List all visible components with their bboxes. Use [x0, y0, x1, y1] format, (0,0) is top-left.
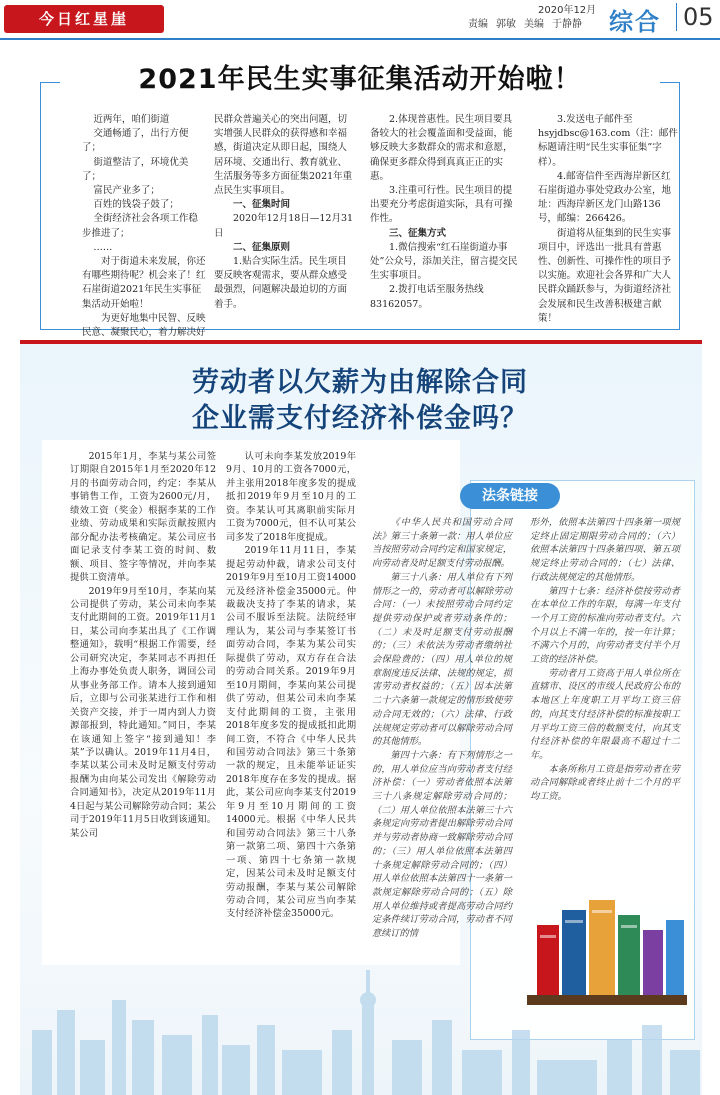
paragraph: 2.体现普惠性。民生项目要具备较大的社会覆盖面和受益面，能够反映大多数群众的需求和意愿，确保更多群众得到真真正正的实惠。 [370, 114, 513, 182]
paragraph: 全街经济社会各项工作稳步推进了； [82, 213, 198, 239]
paragraph: 1.贴合实际生活。民生项目要反映客观需求，要从群众感受最强烈，问题解决最迫切的方面着手。 [214, 256, 348, 310]
article1-column-1 [82, 113, 206, 354]
paragraph: 百姓的钱袋子鼓了； [93, 199, 179, 211]
editor-name: 郭敏 [496, 19, 516, 30]
paragraph: 交通畅通了，出行方便了； [82, 128, 189, 154]
paragraph: 民群众普遍关心的突出问题，切实增强人民群众的获得感和幸福感，街道决定从即日起，围绕人居环境、交通出行、教育就业、生活服务等多方面征集2021年重点民生实事项目。 [214, 114, 353, 197]
paragraph: 为更好地集中民智、反映民意、凝聚民心，着力解决好 [82, 312, 206, 339]
paragraph: 第三十八条：用人单位有下列情形之一的，劳动者可以解除劳动合同：（一）未按照劳动合同约定提供劳动保护或者劳动条件的；（二）未及时足额支付劳动报酬的；（三）未依法为劳动者缴纳社会保险费的；（四）用人单位的规章制度违反法律、法规的规定，损害劳动者权益的；（五）因本法第二十六条第一款规定的情形致使劳动合同无效的；（六）法律、行政法规规定劳动者可以解除劳动合同的其他情形。 [372, 571, 512, 748]
law-column-1 [372, 516, 512, 941]
article2-column-2 [226, 450, 356, 921]
article1-column-4 [538, 113, 678, 326]
article1-column-3 [370, 113, 520, 312]
paragraph: 2019年11月11日，李某提起劳动仲裁，请求公司支付2019年9月至10月工资14000元及经济补偿金35000元。仲裁裁决支持了李某的请求，某公司不服诉至法院。法院经审理认为，某公司与李某签订书面劳动合同，李某为某公司实际提供了劳动，双方存在合法的劳动合同关系。2019年9月至10月期间，李某向某公司提供了劳动，但某公司未向李某支付此期间的工资，主张用2018年度多发的提成抵扣此期间工资，不符合《中华人民共和国劳动合同法》第三十条第一款的规定，且未能举证证实2018年度存在多发的提成。据此，某公司应向李某支付2019年9月至10月期间的工资14000元。根据《中华人民共和国劳动合同法》第三十八条第一款第二项、第四十六条第一项、第四十七条第一款规定，因某公司未及时足额支付劳动报酬，李某与某公司解除劳动合同，某公司应当向李某支付经济补偿金35000元。 [226, 545, 356, 920]
paragraph: 第四十六条：有下列情形之一的，用人单位应当向劳动者支付经济补偿：（一）劳动者依照本法第三十八条规定解除劳动合同的；（二）用人单位依照本法第三十六条规定向劳动者提出解除劳动合同并与劳动者协商一致解除劳动合同的；（三）用人单位依照本法第四十条规定解除劳动合同的；（四）用人单位依照本法第四十一条第一款规定解除劳动合同的；（五）除用人单位维持或者提高劳动合同约定条件续订劳动合同，劳动者不同意续订的情 [372, 749, 512, 940]
paragraph: 劳动者月工资高于用人单位所在直辖市、设区的市级人民政府公布的本地区上年度职工月平均工资三倍的，向其支付经济补偿的标准按职工月平均工资三倍的数额支付，向其支付经济补偿的年限最高不超过十二年。 [530, 667, 680, 761]
paragraph: …… [93, 241, 113, 253]
paragraph: 对于街道未来发展，你还有哪些期待呢？机会来了！红石崖街道2021年民生实事征集活动开始啦！ [82, 256, 206, 310]
law-link-tag: 法条链接 [460, 483, 560, 509]
paragraph: 本条所称月工资是指劳动者在劳动合同解除或者终止前十二个月的平均工资。 [530, 763, 680, 803]
paragraph: 2019年9月至10月，李某向某公司提供了劳动，某公司未向李某支付此期间的工资。2019年11月1日，某公司向李某出具了《工作调整通知》，载明“根据工作需要，经公司研究决定，李某同志不再担任上海办事处负责人职务，调回公司从事业务部工作。请本人接到通知后，立即与公司张某进行工作和相关资产交接，并于一周内到人力资源部报到，特此通知。”同日，李某在该通知上签字“接到通知！李某”予以确认。2019年11月4日，李某以某公司未及时足额支付劳动报酬为由向某公司发出《解除劳动合同通知书》，决定从2019年11月4日起与某公司解除劳动合同；某公司于2019年11月5日收到该通知。某公司 [70, 585, 216, 839]
paragraph: 街道将从征集到的民生实事项目中，评选出一批具有普惠性、创新性、可操作性的项目予以实施。欢迎社会各界和广大人民群众踊跃参与，为街道经济社会发展和民生改善积极建言献策！ [538, 227, 672, 324]
designer-label: 美编 [524, 19, 544, 30]
section-name: 综合 [609, 8, 661, 36]
article2-title-line2: 企业需支付经济补偿金吗？ [192, 403, 528, 434]
paragraph: 2020年12月18日—12月31日 [214, 213, 354, 239]
article1-title: 2021年民生实事征集活动开始啦！ [60, 58, 660, 102]
subheading: 一、征集时间 [233, 199, 291, 211]
paragraph: 2015年1月，李某与某公司签订期限自2015年1月至2020年12月的书面劳动合同，约定：李某从事销售工作，工资为2600元/月，绩效工资（奖金）根据李某的工作业绩、劳动成果和实际贡献按照内部分配办法考核确定。某公司应书面记录支付李某工资的时间、数额、项目、签字等情况，并向李某提供工资清单。 [70, 451, 216, 584]
newspaper-logo: 今日红星崖 [4, 5, 164, 33]
paragraph: 3.发送电子邮件至hsyjdbsc@163.com（注：邮件标题请注明“民生实事征集”字样）。 [538, 114, 678, 168]
article2-title-line1: 劳动者以欠薪为由解除合同 [192, 367, 528, 398]
paragraph: 《中华人民共和国劳动合同法》第三十条第一款：用人单位应当按照劳动合同约定和国家规定，向劳动者及时足额支付劳动报酬。 [372, 517, 512, 570]
paragraph: 4.邮寄信件至西海岸新区红石崖街道办事处党政办公室，地址：西海岸新区龙门山路136号，邮编：266426。 [538, 170, 672, 225]
subheading: 三、征集方式 [389, 227, 447, 239]
paragraph: 认可未向李某发放2019年9月、10月的工资各7000元，并主张用2018年度多发的提成抵扣2019年9月至10月的工资。李某认可其离职前实际月工资为7000元，但不认可某公司多发了2018年度提成。 [226, 451, 356, 543]
issue-date: 2020年12月 [538, 5, 597, 16]
article2-title [40, 365, 680, 437]
paragraph: 3.注重可行性。民生项目的提出要充分考虑街道实际，具有可操作性。 [370, 185, 513, 225]
article2-column-1 [70, 450, 216, 840]
article1-column-2 [214, 113, 354, 312]
issue-info [468, 4, 596, 32]
paragraph: 1.微信搜索“红石崖街道办事处”公众号，添加关注，留言提交民生实事项目。 [370, 241, 518, 282]
subheading: 二、征集原则 [233, 241, 291, 253]
editor-label: 责编 [468, 19, 488, 30]
paragraph: 形外，依照本法第四十四条第一项规定终止固定期限劳动合同的；（六）依照本法第四十四条第四项、第五项规定终止劳动合同的；（七）法律、行政法规规定的其他情形。 [530, 517, 680, 583]
divider [20, 340, 702, 344]
paragraph: 2.拨打电话至服务热线83162057。 [370, 284, 484, 310]
paragraph: 富民产业多了； [93, 185, 160, 197]
law-books-illustration [522, 870, 692, 1010]
designer-name: 于静静 [552, 19, 582, 30]
law-column-2 [530, 516, 680, 804]
paragraph: 近两年，咱们街道 [93, 114, 170, 125]
page-header [0, 0, 720, 40]
paragraph: 街道整洁了，环境优美了； [82, 156, 189, 182]
paragraph: 第四十七条：经济补偿按劳动者在本单位工作的年限，每满一年支付一个月工资的标准向劳动者支付。六个月以上不满一年的，按一年计算；不满六个月的，向劳动者支付半个月工资的经济补偿。 [530, 585, 680, 666]
page-number: 05 [676, 3, 716, 31]
